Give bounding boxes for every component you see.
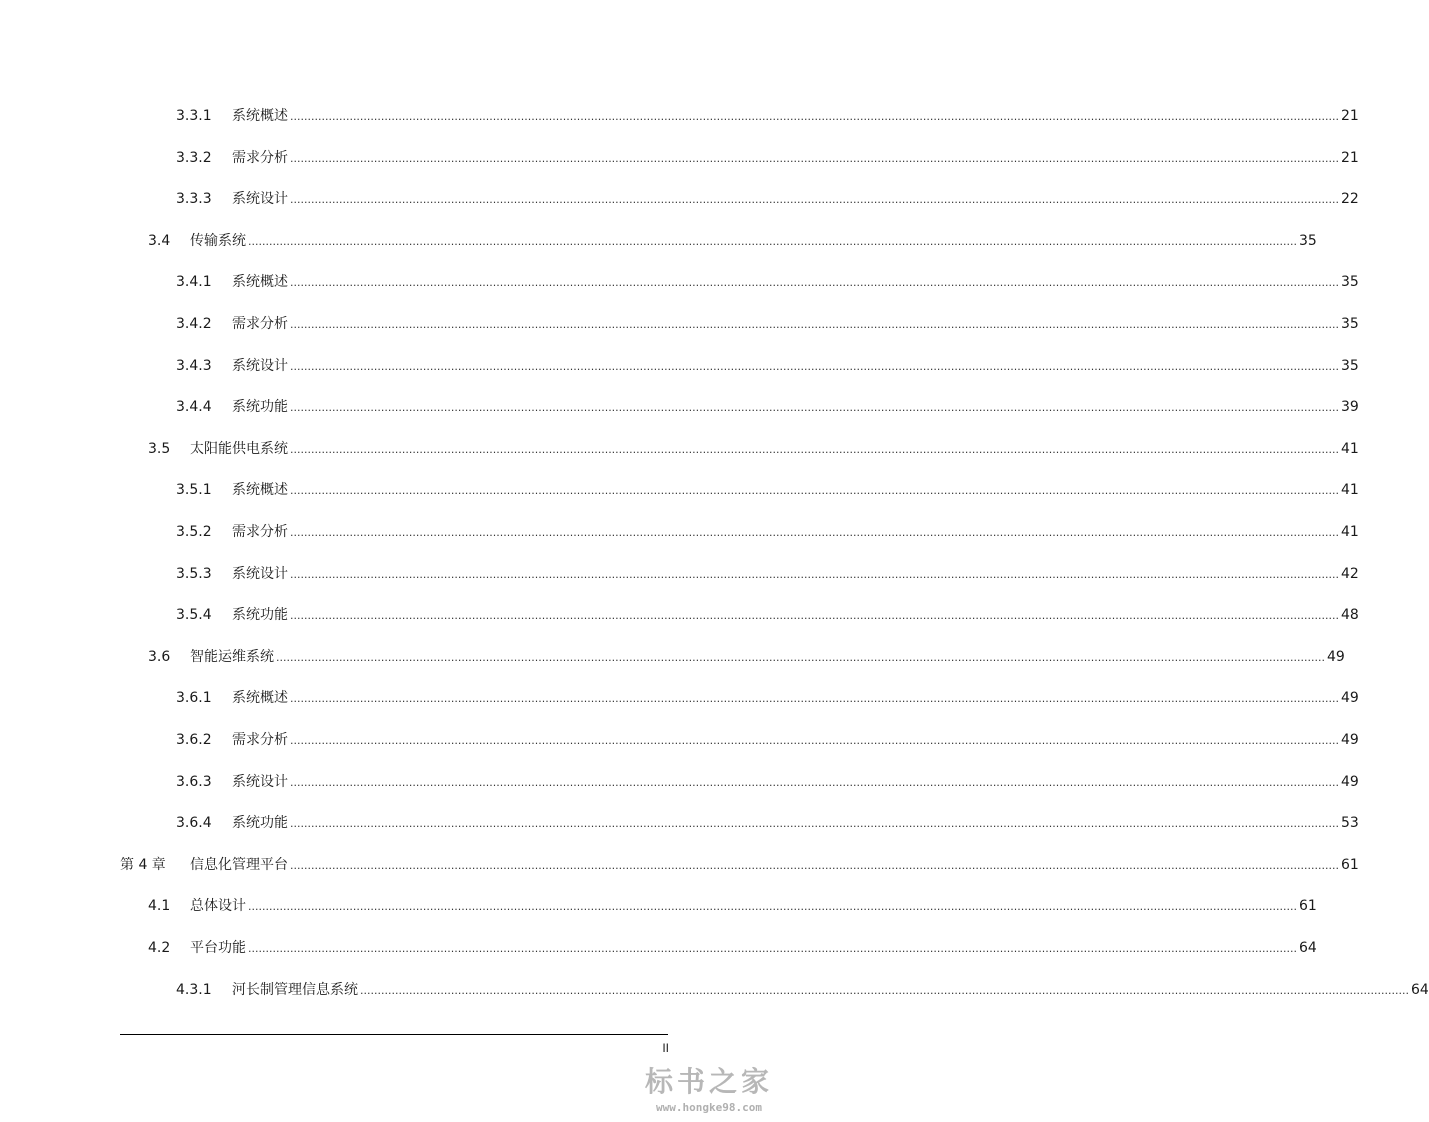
toc-entry-title: 系统概述 [232,690,288,706]
watermark-logo [630,1064,788,1118]
toc-entry-number: 3.4.2 [176,316,212,332]
toc-entry-number: 3.3.3 [176,191,212,207]
toc-entry-title: 系统设计 [232,191,288,207]
toc-leader-dots: ............................................................................................................................................................................................................................................................................................................ [290,110,1339,123]
toc-entry-title: 传输系统 [190,233,246,249]
toc-entry-number: 3.5.1 [176,482,212,498]
toc-entry-title: 总体设计 [190,898,246,914]
toc-entry-title: 需求分析 [232,150,288,166]
toc-entry-number: 3.4 [148,233,171,249]
toc-leader-dots: ............................................................................................................................................................................................................................................................................................................ [276,651,1325,664]
toc-entry-page: 49 [1326,649,1345,665]
toc-entry-number: 3.6.1 [176,690,212,706]
toc-leader-dots: ............................................................................................................................................................................................................................................................................................................ [290,526,1339,539]
toc-entry-page: 64 [1410,982,1429,998]
toc-entry-number: 3.6 [148,649,171,665]
toc-entry[interactable] [176,396,1359,418]
toc-entry-title: 系统功能 [232,607,288,623]
toc-entry-title: 系统设计 [232,566,288,582]
toc-entry-number: 4.2 [148,940,171,956]
toc-entry-number: 3.4.3 [176,358,212,374]
toc-entry-page: 39 [1340,399,1359,415]
toc-entry-title: 信息化管理平台 [190,857,288,873]
toc-entry-number: 3.6.2 [176,732,212,748]
toc-entry-page: 64 [1298,940,1317,956]
toc-entry-number: 4.3.1 [176,982,212,998]
toc-leader-dots: ............................................................................................................................................................................................................................................................................................................ [290,443,1339,456]
toc-entry[interactable] [148,646,1345,668]
toc-entry-number: 3.4.1 [176,274,212,290]
toc-entry[interactable] [148,438,1359,460]
toc-entry-title: 系统概述 [232,274,288,290]
watermark-title: 标书之家 [644,1065,773,1098]
toc-entry-number: 3.3.2 [176,150,212,166]
toc-entry-title: 系统概述 [232,108,288,124]
toc-entry-number: 3.3.1 [176,108,212,124]
toc-entry-page: 21 [1340,150,1359,166]
toc-entry-page: 35 [1340,274,1359,290]
toc-entry-page: 35 [1298,233,1317,249]
toc-entry-page: 41 [1340,524,1359,540]
toc-entry[interactable] [148,937,1317,959]
toc-leader-dots: ............................................................................................................................................................................................................................................................................................................ [290,817,1339,830]
watermark-url: www.hongke98.com [656,1101,762,1114]
toc-entry-number: 3.5.3 [176,566,212,582]
toc-entry[interactable] [176,147,1359,169]
toc-entry-page: 49 [1340,774,1359,790]
toc-leader-dots: ............................................................................................................................................................................................................................................................................................................ [360,984,1409,997]
toc-entry-number: 3.5 [148,441,171,457]
toc-entry-number: 4.1 [148,898,171,914]
toc-leader-dots: ............................................................................................................................................................................................................................................................................................................ [290,360,1339,373]
toc-entry[interactable] [176,188,1359,210]
toc-entry-title: 系统功能 [232,399,288,415]
toc-entry-title: 需求分析 [232,732,288,748]
toc-entry-page: 49 [1340,690,1359,706]
toc-entry[interactable] [176,979,1429,1001]
toc-leader-dots: ............................................................................................................................................................................................................................................................................................................ [290,776,1339,789]
toc-entry[interactable] [176,271,1359,293]
toc-entry[interactable] [148,895,1317,917]
toc-entry[interactable] [176,313,1359,335]
toc-entry-title: 河长制管理信息系统 [232,982,358,998]
toc-leader-dots: ............................................................................................................................................................................................................................................................................................................ [290,734,1339,747]
toc-entry-number: 3.5.4 [176,607,212,623]
toc-leader-dots: ............................................................................................................................................................................................................................................................................................................ [290,692,1339,705]
toc-entry[interactable] [148,230,1317,252]
toc-leader-dots: ............................................................................................................................................................................................................................................................................................................ [290,152,1339,165]
toc-entry-page: 61 [1298,898,1317,914]
footer-divider [120,1034,668,1035]
toc-entry-number: 第 4 章 [120,857,166,873]
toc-entry[interactable] [176,521,1359,543]
toc-entry[interactable] [120,854,1359,876]
toc-entry-page: 61 [1340,857,1359,873]
toc-entry-page: 21 [1340,108,1359,124]
toc-leader-dots: ............................................................................................................................................................................................................................................................................................................ [290,609,1339,622]
toc-entry-title: 平台功能 [190,940,246,956]
toc-leader-dots: ............................................................................................................................................................................................................................................................................................................ [248,942,1297,955]
toc-entry[interactable] [176,355,1359,377]
toc-entry-title: 太阳能供电系统 [190,441,288,457]
toc-entry-title: 系统设计 [232,774,288,790]
toc-entry-title: 系统设计 [232,358,288,374]
toc-entry-page: 48 [1340,607,1359,623]
toc-leader-dots: ............................................................................................................................................................................................................................................................................................................ [290,568,1339,581]
toc-entry-page: 35 [1340,316,1359,332]
toc-entry-title: 需求分析 [232,316,288,332]
toc-leader-dots: ............................................................................................................................................................................................................................................................................................................ [290,401,1339,414]
toc-entry-title: 系统概述 [232,482,288,498]
toc-leader-dots: ............................................................................................................................................................................................................................................................................................................ [290,276,1339,289]
toc-entry-number: 3.6.4 [176,815,212,831]
toc-entry-page: 35 [1340,358,1359,374]
toc-entry-page: 41 [1340,482,1359,498]
toc-entry-title: 系统功能 [232,815,288,831]
toc-leader-dots: ............................................................................................................................................................................................................................................................................................................ [248,900,1297,913]
toc-leader-dots: ............................................................................................................................................................................................................................................................................................................ [248,235,1297,248]
toc-entry[interactable] [176,771,1359,793]
toc-entry[interactable] [176,687,1359,709]
toc-entry[interactable] [176,479,1359,501]
toc-entry-number: 3.6.3 [176,774,212,790]
toc-entry-page: 41 [1340,441,1359,457]
toc-leader-dots: ............................................................................................................................................................................................................................................................................................................ [290,859,1339,872]
toc-leader-dots: ............................................................................................................................................................................................................................................................................................................ [290,193,1339,206]
toc-leader-dots: ............................................................................................................................................................................................................................................................................................................ [290,318,1339,331]
toc-leader-dots: ............................................................................................................................................................................................................................................................................................................ [290,484,1339,497]
toc-entry-page: 22 [1340,191,1359,207]
toc-entry-number: 3.5.2 [176,524,212,540]
toc-entry[interactable] [176,812,1359,834]
toc-entry-page: 42 [1340,566,1359,582]
toc-entry-page: 53 [1340,815,1359,831]
toc-entry[interactable] [176,729,1359,751]
toc-entry-title: 智能运维系统 [190,649,274,665]
toc-entry-number: 3.4.4 [176,399,212,415]
toc-entry[interactable] [176,105,1359,127]
toc-entry-page: 49 [1340,732,1359,748]
toc-entry[interactable] [176,563,1359,585]
toc-entry-title: 需求分析 [232,524,288,540]
toc-entry[interactable] [176,604,1359,626]
page-number: II [662,1041,669,1055]
